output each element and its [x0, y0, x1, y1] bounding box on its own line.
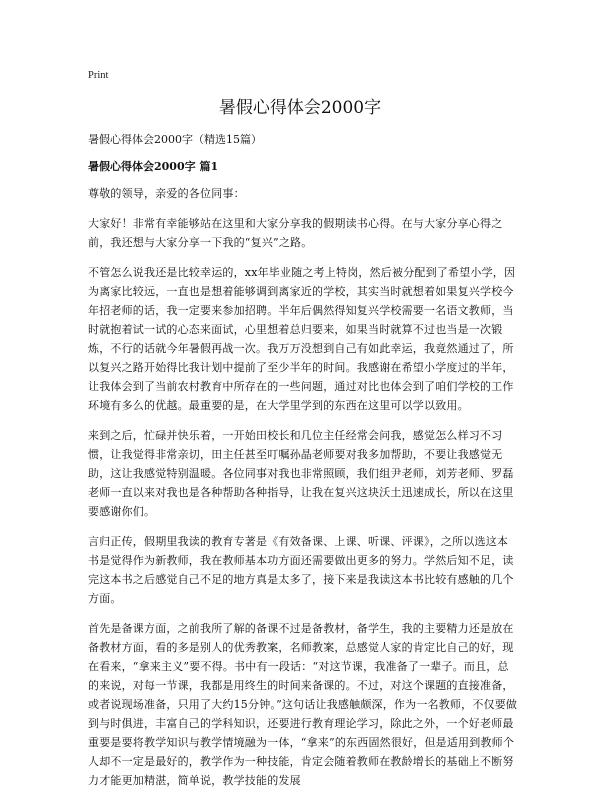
article-body [88, 184, 518, 790]
body-paragraph: 不管怎么说我还是比较幸运的，xx年毕业随之考上特岗，然后被分配到了希望小学，因为离家比较远，一直也是想着能够调到离家近的学校，其实当时就想着如果复兴学校今年招老师的话，我一定要来参加招聘。半年后偶然得知复兴学校需要一名语文教师，当时就抱着试一试的心态来面试，心里想着总归要来，如果当时就算不过也当是一次锻炼，不行的话就今年暑假再战一次。我万万没想到自己有如此幸运，我竟然通过了，所以复兴之路开始得比我计划中提前了至少半年的时间。我感谢在希望小学度过的半年，让我体会到了当前农村教育中所存在的一些问题，通过对比也体会到了咱们学校的工作环境有多么的优越。最重要的是，在大学里学到的东西在这里可以学以致用。 [88, 266, 516, 412]
print-link[interactable]: Print [88, 70, 109, 81]
body-paragraph: 来到之后，忙碌并快乐着，一开始田校长和几位主任经常会问我，感觉怎么样习不习惯，让我觉得非常亲切，田主任甚至叮嘱孙晶老师要对我多加帮助，不要让我感觉无助，这让我感觉特别温暖。各位同事对我也非常照顾，我们组尹老师，刘芳老师、罗磊老师一直以来对我也是各种帮助各种指导，让我在复兴这块沃土迅速成长，所以在这里要感谢你们。 [88, 429, 514, 518]
body-paragraph: 首先是备课方面，之前我所了解的备课不过是备教材，备学生，我的主要精力还是放在备教材方面，看的多是别人的优秀教案，名师教案，总感觉人家的肯定比自己的好，现在看来，“拿来主义”要不得。书中有一段话：“对这节课，我准备了一辈子。而且，总的来说，对每一节课，我都是用终生的时间来备课的。不过，对这个课题的直接准备，或者说现场准备，只用了大约15分钟。”这句话让我感触颇深，作为一名教师，不仅要做到与时俱进，丰富自己的学科知识，还要进行教育理论学习，除此之外，一个好老师最重要是要将教学知识与教学情境融为一体，“拿来”的东西固然很好，但是适用到教师个人却不一定是最好的，教学作为一种技能，肯定会随着教师在教龄增长的基础上不断努力才能更加精湛，简单说，教学技能的发展 [88, 622, 518, 787]
section-heading: 暑假心得体会2000字 篇1 [88, 160, 219, 173]
greeting-paragraph: 尊敬的领导，亲爱的各位同事： [88, 187, 245, 200]
body-paragraph: 言归正传，假期里我读的教育专著是《有效备课、上课、听课、评课》，之所以选这本书是觉得作为新教师，我在教师基本功方面还需要做出更多的努力。学然后知不足，读完这本书之后感觉自己不足的地方真是太多了，接下来是我读这本书比较有感触的几个方面。 [88, 535, 514, 605]
body-paragraph: 大家好！非常有幸能够站在这里和大家分享我的假期读书心得。在与大家分享心得之前，我还想与大家分享一下我的“复兴”之路。 [88, 217, 503, 249]
page-title: 暑假心得体会2000字 [218, 98, 382, 118]
document-subtitle: 暑假心得体会2000字（精选15篇） [88, 133, 262, 146]
